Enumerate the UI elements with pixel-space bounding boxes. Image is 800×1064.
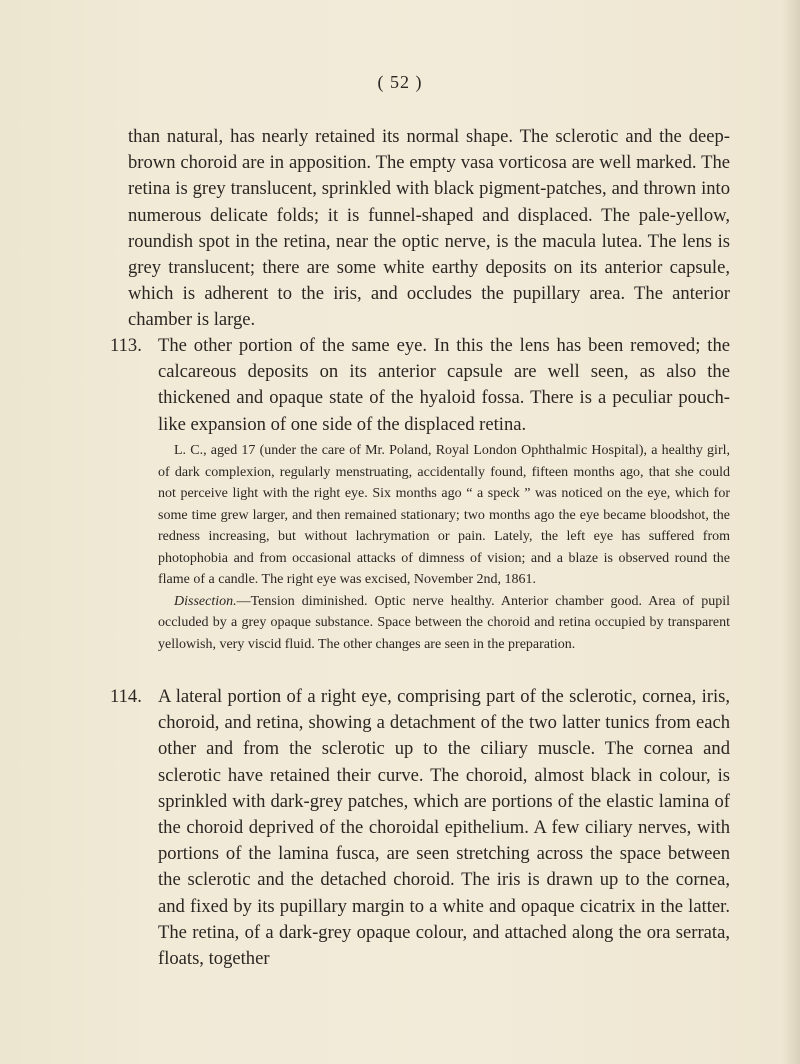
intro-paragraph <box>128 124 730 334</box>
dissection-label: Dissection. <box>174 593 237 609</box>
section-113 <box>110 333 730 438</box>
section-114-text: A lateral portion of a right eye, comprising part of the sclerotic, cornea, iris, choroid, and retina, showing a detachment of the two latter tunics from each other and from the sclerotic up to the ciliary muscle. The cornea and sclerotic have retained their curve. The choroid, almost black in colour, is sprinkled with dark-grey patches, which are portions of the elastic lamina of the choroid deprived of the choroidal epithelium. A few ciliary nerves, with portions of the lamina fusca, are seen stretching across the space between the sclerotic and the detached choroid. The iris is drawn up to the cornea, and fixed by its pupillary margin to a white and opaque cicatrix in the latter. The retina, of a dark-grey opaque colour, and attached along the ora serrata, floats, together <box>158 686 730 970</box>
section-113-case-notes <box>158 440 730 655</box>
page-edge-shadow <box>782 0 800 1064</box>
dissection-text: —Tension diminished. Optic nerve healthy. Anterior chamber good. Area of pupil occluded by a grey opaque substance. Space between the choroid and retina occupied by transparent yellowish, very viscid fluid. The other changes are seen in the preparation. <box>158 593 730 652</box>
case-history-text: L. C., aged 17 (under the care of Mr. Poland, Royal London Ophthalmic Hospital), a healthy girl, of dark complexion, regularly menstruating, accidentally found, fifteen months ago, that she could not perceive light with the right eye. Six months ago “ a speck ” was noticed on the eye, which for some time grew larger, and then remained stationary; two months ago the eye became bloodshot, the redness increasing, but without lachrymation or pain. Lately, the left eye has suffered from photophobia and from occasional attacks of dimness of vision; and a blaze is observed round the flame of a candle. The right eye was excised, November 2nd, 1861. <box>158 443 730 587</box>
section-113-text: The other portion of the same eye. In this the lens has been removed; the calcareous deposits on its anterior capsule are well seen, as also the thickened and opaque state of the hyaloid fossa. There is a peculiar pouch-like expansion of one side of the displaced retina. <box>158 335 730 435</box>
section-113-number: 113. <box>110 335 142 356</box>
intro-paragraph-text: than natural, has nearly retained its normal shape. The sclerotic and the deep-brown choroid are in apposition. The empty vasa vorticosa are well marked. The retina is grey translucent, sprinkled with black pigment-patches, and thrown into numerous delicate folds; it is funnel-shaped and displaced. The pale-yellow, roundish spot in the retina, near the optic nerve, is the macula lutea. The lens is grey translucent; there are some white earthy deposits on its anterior capsule, which is adherent to the iris, and occludes the pupillary area. The anterior chamber is large. <box>128 126 730 331</box>
section-114 <box>110 684 730 972</box>
dissection-paragraph <box>158 591 730 656</box>
section-114-number: 114. <box>110 686 142 707</box>
page-number-header: ( 52 ) <box>377 72 423 92</box>
